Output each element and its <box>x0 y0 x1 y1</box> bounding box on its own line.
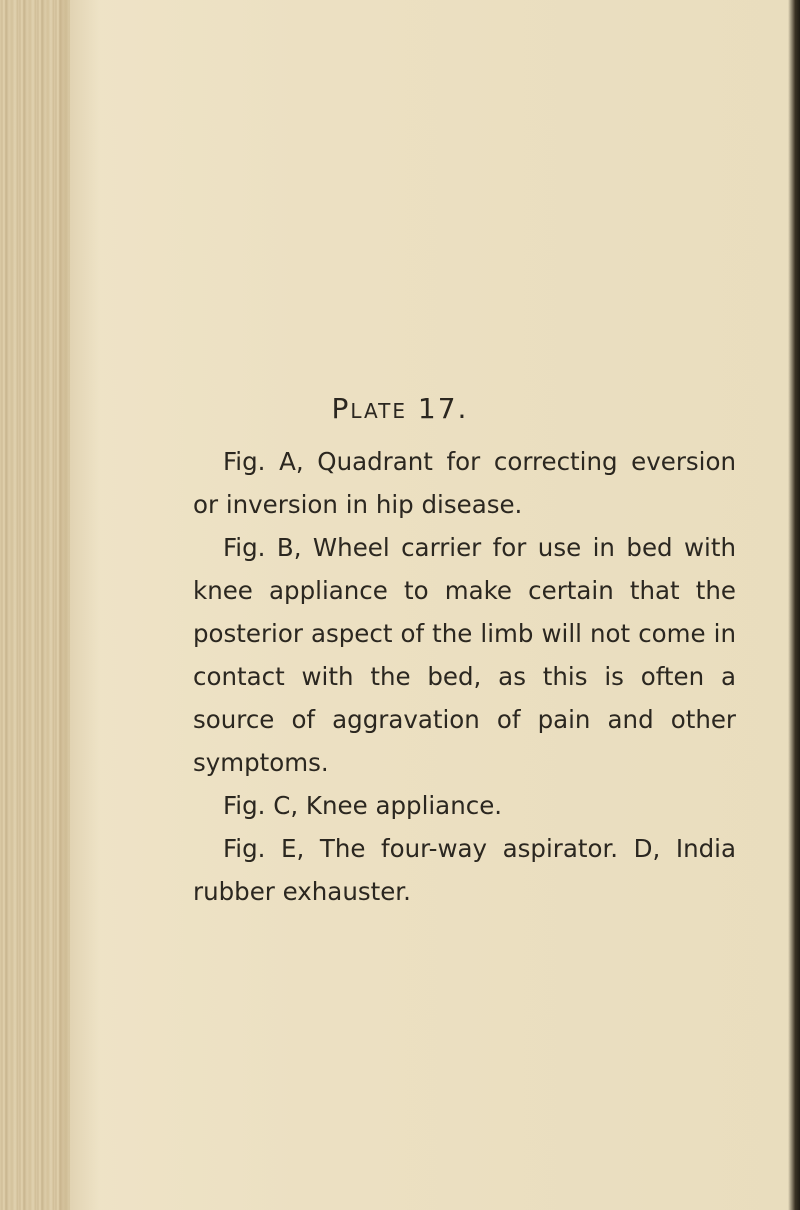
caption-fig-c: Fig. C, Knee appliance. <box>223 791 503 820</box>
caption-fig-a: Fig. A, Quadrant for correcting eversion or inversion in hip disease. <box>193 447 736 519</box>
binding-shadow <box>60 0 100 1210</box>
caption-fig-e-d: Fig. E, The four-way aspirator. D, India rubber exhauster. <box>193 834 736 906</box>
caption-fig-b: Fig. B, Wheel carrier for use in bed with knee appliance to make certain that the posterior aspect of the limb will not come in contact with the bed, as this is often a source of aggravation of pain and other symptoms. <box>193 533 736 777</box>
page-right-edge <box>788 0 800 1210</box>
plate-caption <box>193 440 736 913</box>
plate-title: Plate 17. <box>331 392 469 425</box>
